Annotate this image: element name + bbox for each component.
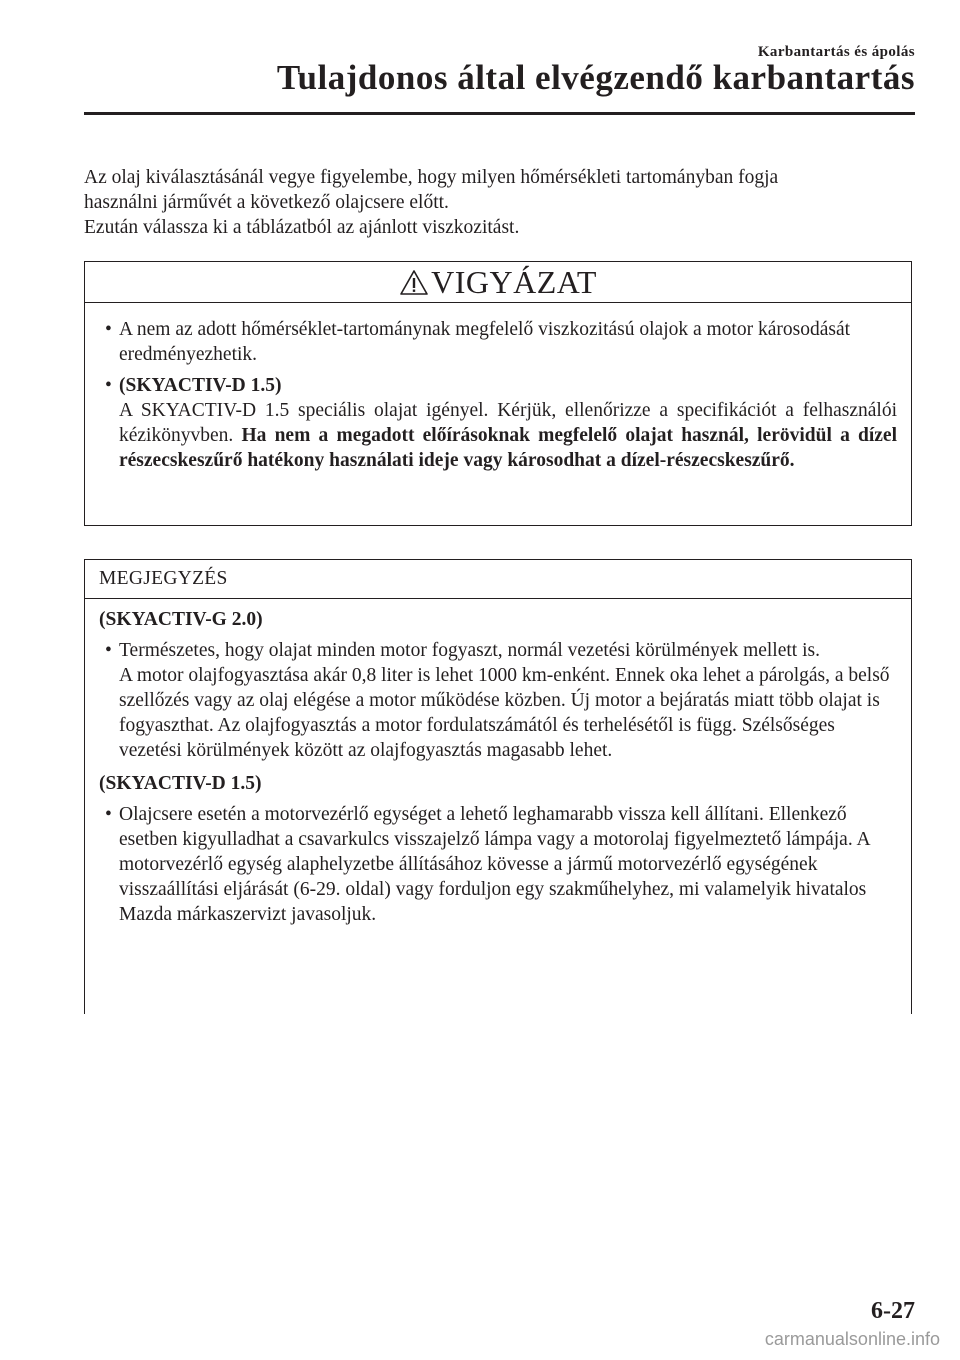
page-title: Tulajdonos által elvégzendő karbantartás xyxy=(276,58,915,97)
bullet: • xyxy=(105,375,112,396)
caution-text: A nem az adott hőmérséklet-tartománynak megfelelő viszkozitású olajok a motor károsodását eredményezhetik. xyxy=(119,319,851,365)
note-item xyxy=(99,638,897,763)
page-number: 6-27 xyxy=(871,1298,915,1324)
warning-triangle-icon xyxy=(399,269,429,296)
bullet: • xyxy=(105,640,112,661)
section-header: Karbantartás és ápolás xyxy=(757,44,915,60)
note-subhead: (SKYACTIV-D 1.5) xyxy=(99,773,262,794)
note-box xyxy=(84,559,912,1014)
header-rule xyxy=(84,112,915,115)
caution-box xyxy=(84,261,912,526)
bullet: • xyxy=(105,804,112,825)
intro-line: használni járművét a következő olajcsere előtt. xyxy=(84,192,449,213)
caution-subhead: (SKYACTIV-D 1.5) xyxy=(119,375,282,396)
note-body xyxy=(85,599,911,927)
caution-item xyxy=(99,373,897,473)
intro-text xyxy=(84,165,924,240)
bullet: • xyxy=(105,319,112,340)
note-text: A motor olajfogyasztása akár 0,8 liter is lehet 1000 km-enként. Ennek oka lehet a párolgás, a belső szellőzés vagy az olaj elégése a motor működése közben. Új motor a bejáratás miatt több olajat is fogyaszthat. Az olajfogyasztás a motor fordulatszámától és terhelésétől is függ. Szélsőséges vezetési körülmények között az olajfogyasztás magasabb lehet. xyxy=(119,665,890,761)
intro-line: Ezután válassza ki a táblázatból az ajánlott viszkozitást. xyxy=(84,217,520,238)
caution-bold-text: Ha nem a megadott előírásoknak megfelelő olajat használ, lerövidül a dízel részecskeszűrő hatékony használati ideje vagy károsodhat a dízel-részecskeszűrő. xyxy=(119,425,898,471)
footer-watermark: carmanualsonline.info xyxy=(764,1329,940,1349)
note-item xyxy=(99,802,897,927)
note-subhead: (SKYACTIV-G 2.0) xyxy=(99,609,263,630)
note-header: MEGJEGYZÉS xyxy=(85,560,911,599)
caution-body xyxy=(85,303,911,473)
caution-title: VIGYÁZAT xyxy=(431,263,597,300)
caution-header xyxy=(85,262,911,303)
note-text: Természetes, hogy olajat minden motor fogyaszt, normál vezetési körülmények mellett is. xyxy=(119,640,820,661)
caution-text xyxy=(119,398,897,473)
caution-plain-text: A SKYACTIV-D 1.5 speciális olajat igényel. Kérjük, ellenőrizze a specifikációt a felhasználói kézikönyvben. xyxy=(119,400,897,446)
caution-item xyxy=(99,317,897,367)
intro-line: Az olaj kiválasztásánál vegye figyelembe, hogy milyen hőmérsékleti tartományban fogja xyxy=(84,167,779,188)
note-text: Olajcsere esetén a motorvezérlő egységet a lehető leghamarabb vissza kell állítani. Ellenkező esetben kigyulladhat a csavarkulcs visszajelző lámpa vagy a motorolaj figyelmeztető lámpája. A motorvezérlő egység alaphelyzetbe állításához kövesse a jármű motorvezérlő egységének visszaállítási eljárását (6-29. oldal) vagy forduljon egy szakműhelyhez, mi valamelyik hivatalos Mazda márkaszervizt javasoljuk. xyxy=(119,804,870,925)
